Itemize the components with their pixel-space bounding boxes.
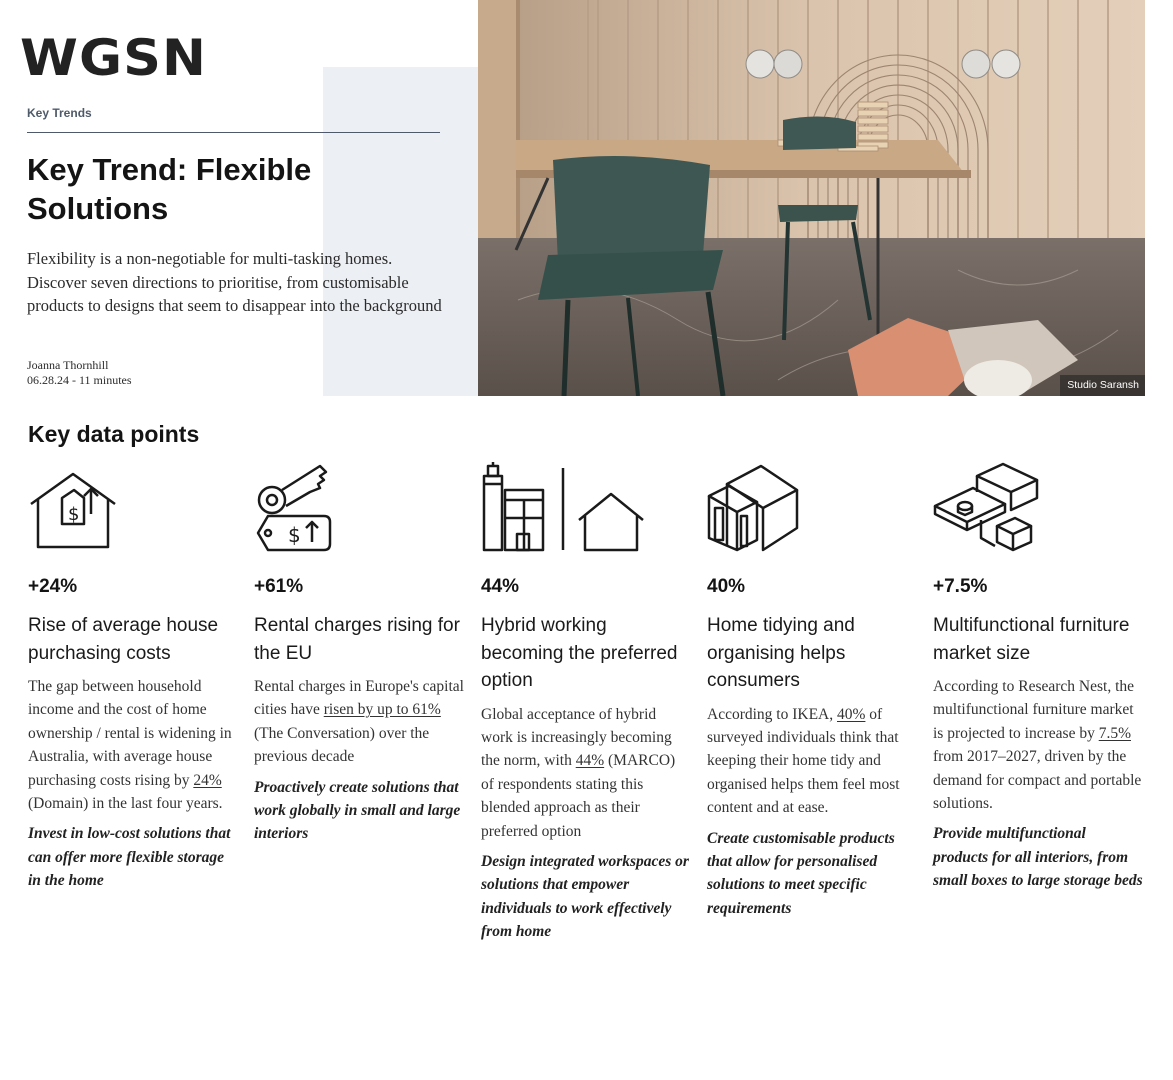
stat-description: According to Research Nest, the multifunctional furniture market is projected to increase by 7.5% from 2017–2027, driven by the demand for compact and portable solutions. [933, 678, 1142, 813]
hero-image [478, 0, 1145, 396]
key-price-tag-icon [254, 462, 454, 554]
svg-text:$: $ [288, 523, 301, 547]
data-point-card [481, 462, 691, 944]
stat-title: Rental charges rising for the EU [254, 615, 460, 664]
section-title: Key data points [28, 421, 200, 447]
byline [27, 358, 132, 388]
stat-title: Hybrid working becoming the preferred option [481, 615, 678, 691]
stat-title: Rise of average house purchasing costs [28, 615, 219, 664]
storage-cabinet-icon [707, 462, 907, 554]
wgsn-logo[interactable]: WGSN [20, 29, 207, 87]
author-name: Joanna Thornhill [27, 358, 109, 372]
stat-value: 40% [707, 576, 746, 597]
photo-credit: Studio Saransh [1060, 375, 1145, 396]
recommendation: Design integrated workspaces or solutions that empower individuals to work effectively from home [481, 852, 689, 941]
data-point-card [707, 462, 917, 920]
intro-text: Flexibility is a non-negotiable for multi-tasking homes. Discover seven directions to prioritise, from customisable products to designs that seem to disappear into the background [27, 249, 442, 315]
header-accent-panel [323, 67, 479, 396]
stat-value: +7.5% [933, 576, 988, 597]
header-divider [27, 132, 440, 133]
recommendation: Invest in low-cost solutions that can offer more flexible storage in the home [28, 825, 231, 890]
stat-description: Rental charges in Europe's capital cities have risen by up to 61% (The Conversation) over the previous decade [254, 678, 464, 766]
source-link[interactable]: 7.5% [1098, 724, 1131, 742]
stat-title: Home tidying and organising helps consumers [707, 615, 855, 691]
stat-title: Multifunctional furniture market size [933, 615, 1130, 664]
modular-furniture-icon [933, 462, 1133, 554]
recommendation: Create customisable products that allow for personalised solutions to meet specific requirements [707, 829, 895, 917]
source-link[interactable]: 40% [837, 705, 866, 723]
stat-description: The gap between household income and the cost of home ownership / rental is widening in Australia, with average house purchasing costs rising by 24% (Domain) in the last four years. [28, 678, 232, 813]
recommendation: Proactively create solutions that work globally in small and large interiors [254, 778, 461, 843]
source-link[interactable]: 44% [575, 752, 605, 770]
office-and-home-icon [481, 462, 681, 554]
stat-value: +61% [254, 576, 304, 597]
stat-value: 44% [481, 576, 520, 597]
source-link[interactable]: risen by up to 61% [323, 701, 441, 719]
page-title: Key Trend: Flexible Solutions [27, 152, 312, 226]
data-point-card [254, 462, 464, 846]
data-point-card [28, 462, 238, 893]
recommendation: Provide multifunctional products for all interiors, from small boxes to large storage beds [933, 825, 1143, 890]
breadcrumb-key-trends[interactable]: Key Trends [27, 106, 92, 120]
data-point-card [933, 462, 1143, 893]
publish-date-read-time: 06.28.24 - 11 minutes [27, 373, 132, 387]
stat-description: Global acceptance of hybrid work is increasingly becoming the norm, with 44% (MARCO) of respondents stating this blended approach as their preferred option [481, 705, 676, 840]
house-price-tag-icon [28, 462, 228, 554]
hero-image-illustration [478, 0, 1145, 396]
source-link[interactable]: 24% [193, 771, 222, 789]
svg-text:$: $ [68, 504, 80, 525]
stat-description: According to IKEA, 40% of surveyed individuals think that keeping their home tidy and organised helps them feel most content and at ease. [707, 705, 900, 817]
stat-value: +24% [28, 576, 78, 597]
